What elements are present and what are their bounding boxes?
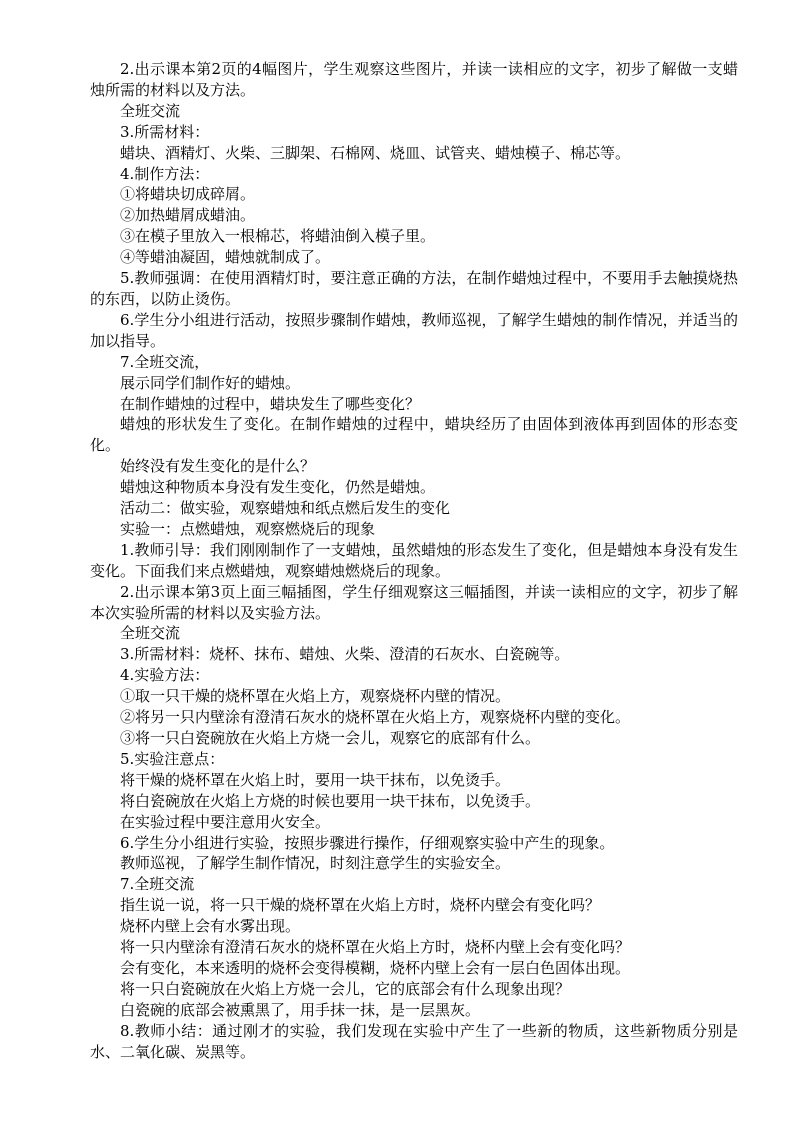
paragraph: ②将另一只内壁涂有澄清石灰水的烧杯罩在火焰上方，观察烧杯内壁的变化。 [120,708,631,727]
paragraph: 蜡烛的形状发生了变化。在制作蜡烛的过程中，蜡块经历了由固体到液体再到固体的形态变化。 [90,415,738,455]
paragraph: 会有变化，本来透明的烧杯会变得模糊，烧杯内壁上会有一层白色固体出现。 [120,958,631,977]
paragraph: 教师巡视，了解学生制作情况，时刻注意学生的实验安全。 [120,854,511,873]
paragraph: ①取一只干燥的烧杯罩在火焰上方，观察烧杯内壁的情况。 [120,687,511,706]
paragraph: 将白瓷碗放在火焰上方烧的时候也要用一块干抹布，以免烫手。 [120,791,541,810]
paragraph: 2.出示课本第2页的4幅图片，学生观察这些图片，并读一读相应的文字，初步了解做一支蜡烛所需的材料以及方法。 [90,60,738,99]
paragraph: 活动二：做实验，观察蜡烛和纸点燃后发生的变化 [120,499,451,518]
paragraph: 4.制作方法： [120,164,210,183]
paragraph: 蜡烛这种物质本身没有发生变化，仍然是蜡烛。 [120,478,436,497]
paragraph: 6.学生分小组进行实验，按照步骤进行操作，仔细观察实验中产生的现象。 [120,833,615,852]
paragraph: ②加热蜡屑成蜡油。 [120,206,256,225]
paragraph: 8.教师小结：通过刚才的实验，我们发现在实验中产生了一些新的物质，这些新物质分别是水、二氧化碳、炭黑等。 [90,1021,738,1061]
paragraph: 将一只白瓷碗放在火焰上方烧一会儿，它的底部会有什么现象出现？ [120,979,571,998]
paragraph: 蜡块、酒精灯、火柴、三脚架、石棉网、烧皿、试管夹、蜡烛模子、棉芯等。 [120,143,631,162]
paragraph: 2.出示课本第3页上面三幅插图，学生仔细观察这三幅插图，并读一读相应的文字，初步了解本次实验所需的材料以及实验方法。 [90,582,738,622]
paragraph: 将干燥的烧杯罩在火焰上时，要用一块干抹布，以免烫手。 [120,770,511,789]
paragraph: 实验一：点燃蜡烛，观察燃烧后的现象 [120,519,376,538]
paragraph: 始终没有发生变化的是什么？ [120,457,316,476]
paragraph: ④等蜡油凝固，蜡烛就制成了。 [120,248,331,267]
paragraph: 3.所需材料：烧杯、抹布、蜡烛、火柴、澄清的石灰水、白瓷碗等。 [120,645,570,664]
paragraph: 7.全班交流 [120,875,195,894]
paragraph: 将一只内壁涂有澄清石灰水的烧杯罩在火焰上方时，烧杯内壁上会有变化吗？ [120,938,631,957]
paragraph: 7.全班交流， [120,352,210,371]
paragraph: 5.实验注意点： [120,749,225,768]
paragraph: 5.教师强调：在使用酒精灯时，要注意正确的方法，在制作蜡烛过程中，不要用手去触摸烧热的东西，以防止烫伤。 [90,269,738,308]
paragraph: 烧杯内壁上会有水雾出现。 [120,917,301,936]
paragraph: 指生说一说，将一只干燥的烧杯罩在火焰上方时，烧杯内壁会有变化吗？ [120,896,601,915]
paragraph: 1.教师引导：我们刚刚制作了一支蜡烛，虽然蜡烛的形态发生了变化，但是蜡烛本身没有发生变化。下面我们来点燃蜡烛，观察蜡烛燃烧后的现象。 [90,540,738,580]
paragraph: ③将一只白瓷碗放在火焰上方烧一会儿，观察它的底部有什么。 [120,729,541,747]
paragraph: 在实验过程中要注意用火安全。 [120,812,331,831]
paragraph: ①将蜡块切成碎屑。 [120,185,256,204]
paragraph: 展示同学们制作好的蜡烛。 [120,373,301,392]
document-page [90,59,738,1063]
paragraph: 3.所需材料： [120,122,210,141]
paragraph: 全班交流 [120,624,181,643]
paragraph: 6.学生分小组进行活动，按照步骤制作蜡烛，教师巡视，了解学生蜡烛的制作情况，并适当的加以指导。 [90,310,738,350]
paragraph: 在制作蜡烛的过程中，蜡块发生了哪些变化？ [120,394,421,413]
paragraph: 白瓷碗的底部会被熏黑了，用手抹一抹，是一层黑灰。 [120,1000,481,1019]
paragraph: 4.实验方法： [120,666,210,685]
paragraph: ③在模子里放入一根棉芯，将蜡油倒入模子里。 [120,227,436,246]
paragraph: 全班交流 [120,101,181,120]
